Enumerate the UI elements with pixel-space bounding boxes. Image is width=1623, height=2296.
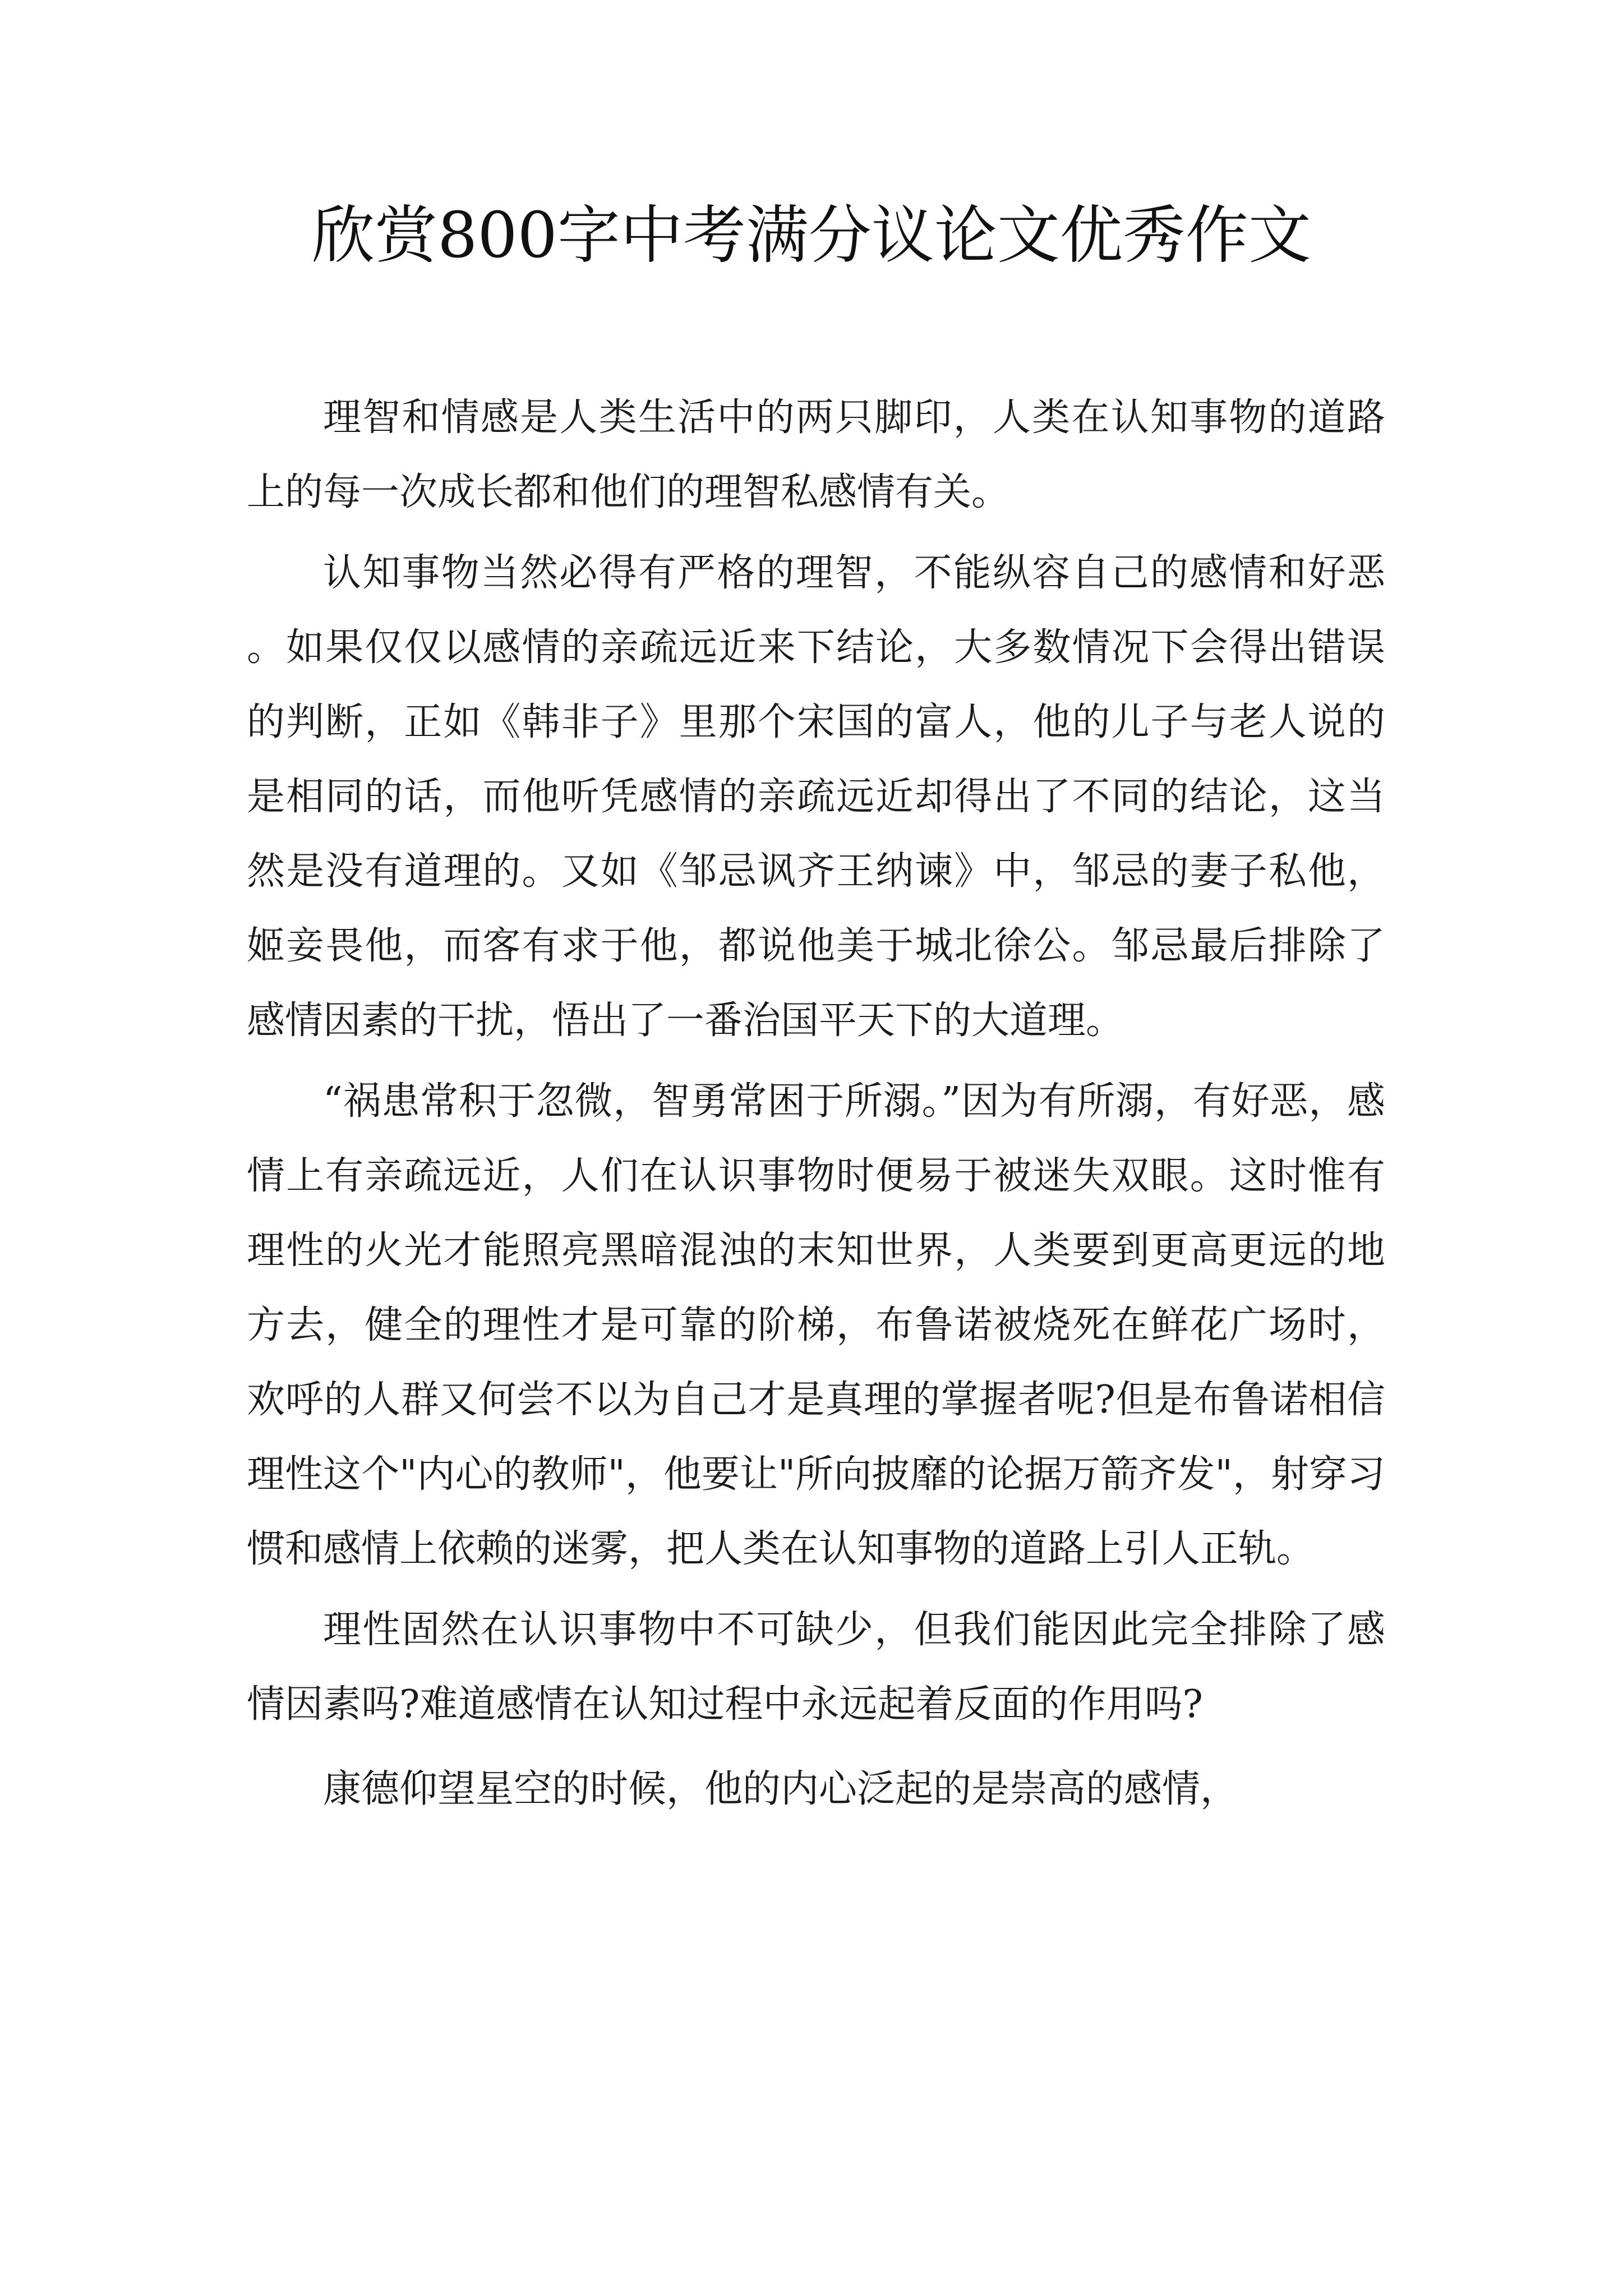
document-title: 欣赏800字中考满分议论文优秀作文 bbox=[312, 199, 1311, 272]
paragraph-4: 理性固然在认识事物中不可缺少，但我们能因此完全排除了感情因素吗?难道感情在认知过程中永远起着反面的作用吗? bbox=[247, 1608, 1385, 1727]
paragraph-3: “祸患常积于忽微，智勇常困于所溺。”因为有所溺，有好恶，感情上有亲疏远近，人们在认识事物时便易于被迷失双眼。这时惟有理性的火光才能照亮黑暗混浊的末知世界，人类要到更高更远的地方去，健全的理性才是可靠的阶梯，布鲁诺被烧死在鲜花广场时，欢呼的人群又何尝不以为自己才是真理的掌握者呢?但是布鲁诺相信理性这个"内心的教师"，他要让"所向披靡的论据万箭齐发"，射穿习惯和感情上依赖的迷雾，把人类在认知事物的道路上引人正轨。 bbox=[247, 1079, 1385, 1571]
paragraph-2: 认知事物当然必得有严格的理智，不能纵容自己的感情和好恶。如果仅仅以感情的亲疏远近来下结论，大多数情况下会得出错误的判断，正如《韩非子》里那个宋国的富人，他的儿子与老人说的是相同的话，而他听凭感情的亲疏远近却得出了不同的结论，这当然是没有道理的。又如《邹忌讽齐王纳谏》中，邹忌的妻子私他，姬妾畏他，而客有求于他，都说他美于城北徐公。邹忌最后排除了感情因素的干扰，悟出了一番治国平天下的大道理。 bbox=[247, 551, 1385, 1043]
paragraph-5: 康德仰望星空的时候，他的内心泛起的是崇高的感情， bbox=[323, 1767, 1239, 1811]
document-body bbox=[247, 380, 1385, 1833]
paragraph-1: 理智和情感是人类生活中的两只脚印，人类在认知事物的道路上的每一次成长都和他们的理智私感情有关。 bbox=[247, 395, 1385, 514]
